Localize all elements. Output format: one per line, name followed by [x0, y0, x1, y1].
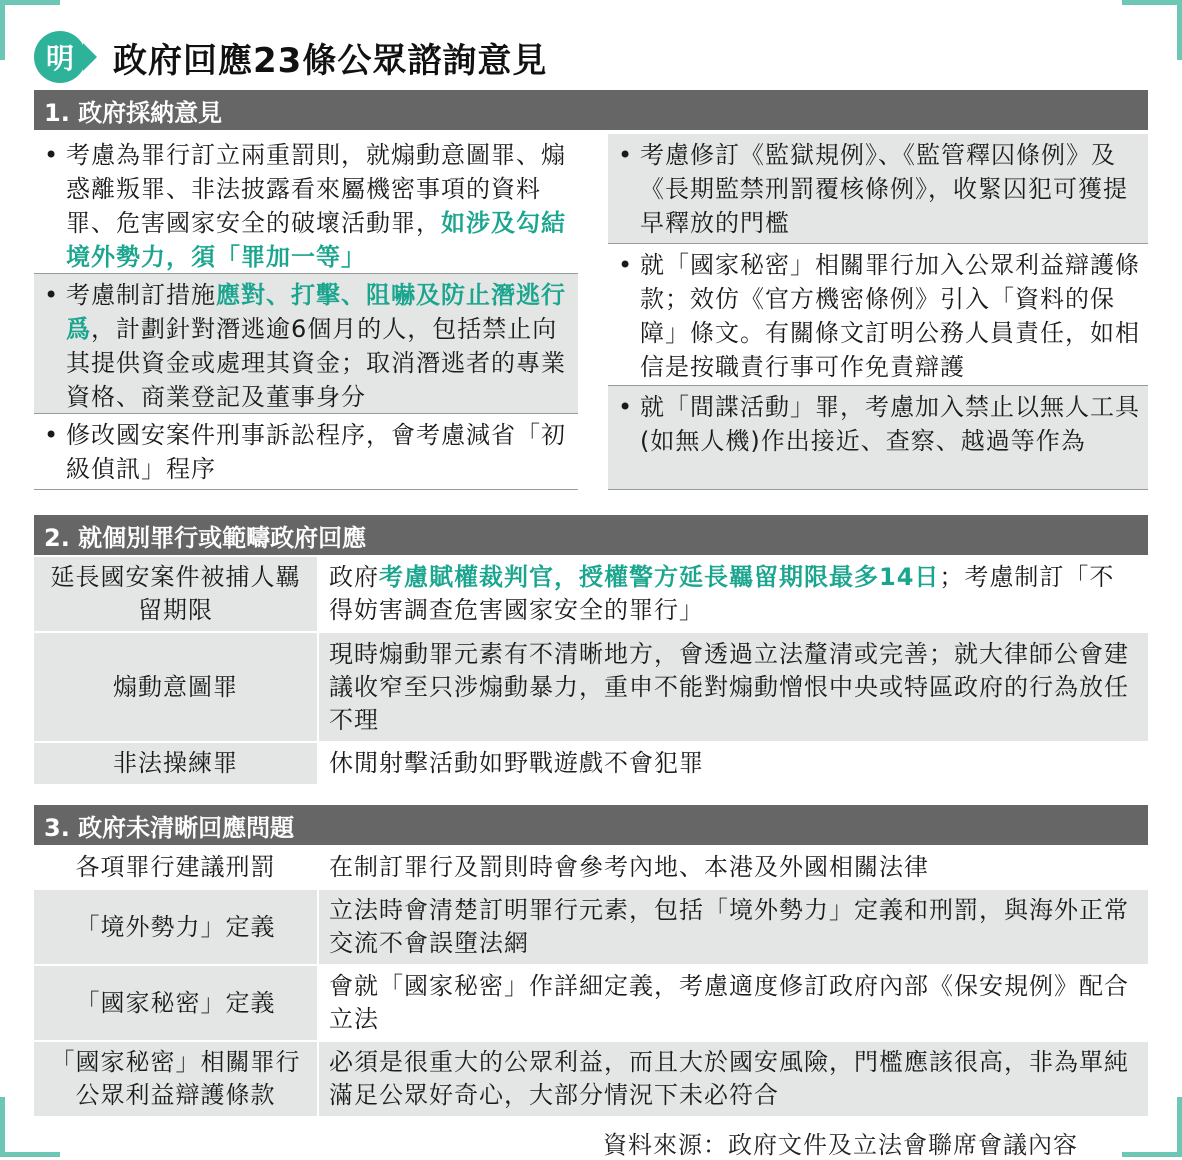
corner-mark [0, 1097, 5, 1157]
table-row [34, 1041, 1148, 1117]
section2-table [34, 557, 1148, 786]
value-text: ；考慮制訂「不得妨害調查危害國家安全的罪行」 [329, 563, 1115, 624]
value-highlight: 考慮賦權裁判官，授權警方延長羈留期限最多14日 [379, 563, 940, 591]
list-item [34, 414, 578, 490]
item-highlight: 如涉及勾結境外勢力，須「罪加一等」 [66, 209, 566, 271]
list-item [608, 386, 1148, 490]
row-value: 會就「國家秘密」作詳細定義，考慮適度修訂政府內部《保安規例》配合立法 [318, 965, 1148, 1041]
table-row [34, 632, 1148, 742]
list-item [34, 274, 578, 414]
item-text: ，計劃針對潛逃逾6個月的人，包括禁止向其提供資金或處理其資金；取消潛逃者的專業資格、商業登記及董事身分 [66, 315, 566, 411]
item-text: 修改國安案件刑事訴訟程序，會考慮減省「初級偵訊」程序 [66, 421, 566, 483]
item-text: 就「間諜活動」罪，考慮加入禁止以無人工具(如無人機)作出接近、查察、越過等作為 [640, 393, 1140, 455]
row-key: 各項罪行建議刑罰 [34, 847, 318, 889]
section3-heading: 3. 政府未清晰回應問題 [34, 805, 1148, 845]
row-value: 必須是很重大的公眾利益，而且大於國安風險，門檻應該很高，非為單純滿足公眾好奇心，大部分情況下未必符合 [318, 1041, 1148, 1117]
bullet-icon: • [618, 141, 634, 169]
corner-mark [1177, 1097, 1182, 1157]
row-value: 在制訂罪行及罰則時會參考內地、本港及外國相關法律 [318, 847, 1148, 889]
header [34, 24, 547, 90]
row-key: 煽動意圖罪 [34, 632, 318, 742]
table-row [34, 847, 1148, 889]
page-title: 政府回應23條公眾諮詢意見 [113, 40, 548, 81]
table-row [34, 965, 1148, 1041]
section3-table [34, 847, 1148, 1118]
row-key: 「境外勢力」定義 [34, 889, 318, 965]
row-value: 休閒射擊活動如野戰遊戲不會犯罪 [318, 742, 1148, 785]
bullet-icon: • [44, 421, 60, 449]
logo-char: 明 [45, 42, 74, 75]
item-text: 考慮為罪行訂立兩重罰則，就煽動意圖罪、煽惑離叛罪、非法披露看來屬機密事項的資料罪、危害國家安全的破壞活動罪， [66, 141, 566, 237]
row-key: 非法操練罪 [34, 742, 318, 785]
row-value: 立法時會清楚訂明罪行元素，包括「境外勢力」定義和刑罰，與海外正常交流不會誤墮法網 [318, 889, 1148, 965]
bullet-icon: • [618, 251, 634, 279]
corner-mark [1122, 0, 1182, 5]
row-value [318, 557, 1148, 632]
source-note: 資料來源：政府文件及立法會聯席會議內容 [603, 1131, 1078, 1159]
row-key: 「國家秘密」相關罪行公眾利益辯護條款 [34, 1041, 318, 1117]
row-key: 「國家秘密」定義 [34, 965, 318, 1041]
value-text: 政府 [329, 563, 379, 591]
table-row [34, 889, 1148, 965]
list-item [608, 134, 1148, 244]
item-highlight: 應對、打擊、阻嚇及防止潛逃行爲 [66, 281, 566, 343]
table-row [34, 742, 1148, 785]
item-text: 考慮制訂措施 [66, 281, 216, 309]
table-row [34, 557, 1148, 632]
corner-mark [1177, 0, 1182, 60]
section1-left-column [34, 134, 578, 490]
publisher-logo-icon [34, 31, 86, 83]
corner-mark [0, 0, 60, 5]
item-text: 考慮修訂《監獄規例》、《監管釋囚條例》及《長期監禁刑罰覆核條例》，收緊囚犯可獲提早釋放的門檻 [640, 141, 1128, 237]
corner-mark [1122, 1152, 1182, 1157]
section2-heading: 2. 就個別罪行或範疇政府回應 [34, 515, 1148, 555]
corner-mark [0, 1152, 60, 1157]
bullet-icon: • [44, 141, 60, 169]
list-item [608, 244, 1148, 386]
item-text: 就「國家秘密」相關罪行加入公眾利益辯護條款；效仿《官方機密條例》引入「資料的保障」條文。有關條文訂明公務人員責任，如相信是按職責行事可作免責辯護 [640, 251, 1140, 381]
section1-right-column [608, 134, 1148, 490]
list-item [34, 134, 578, 274]
row-key: 延長國安案件被捕人羈留期限 [34, 557, 318, 632]
bullet-icon: • [618, 393, 634, 421]
row-value: 現時煽動罪元素有不清晰地方，會透過立法釐清或完善；就大律師公會建議收窄至只涉煽動暴力，重申不能對煽動憎恨中央或特區政府的行為放任不理 [318, 632, 1148, 742]
section1-heading: 1. 政府採納意見 [34, 90, 1148, 130]
bullet-icon: • [44, 281, 60, 309]
corner-mark [0, 0, 5, 60]
